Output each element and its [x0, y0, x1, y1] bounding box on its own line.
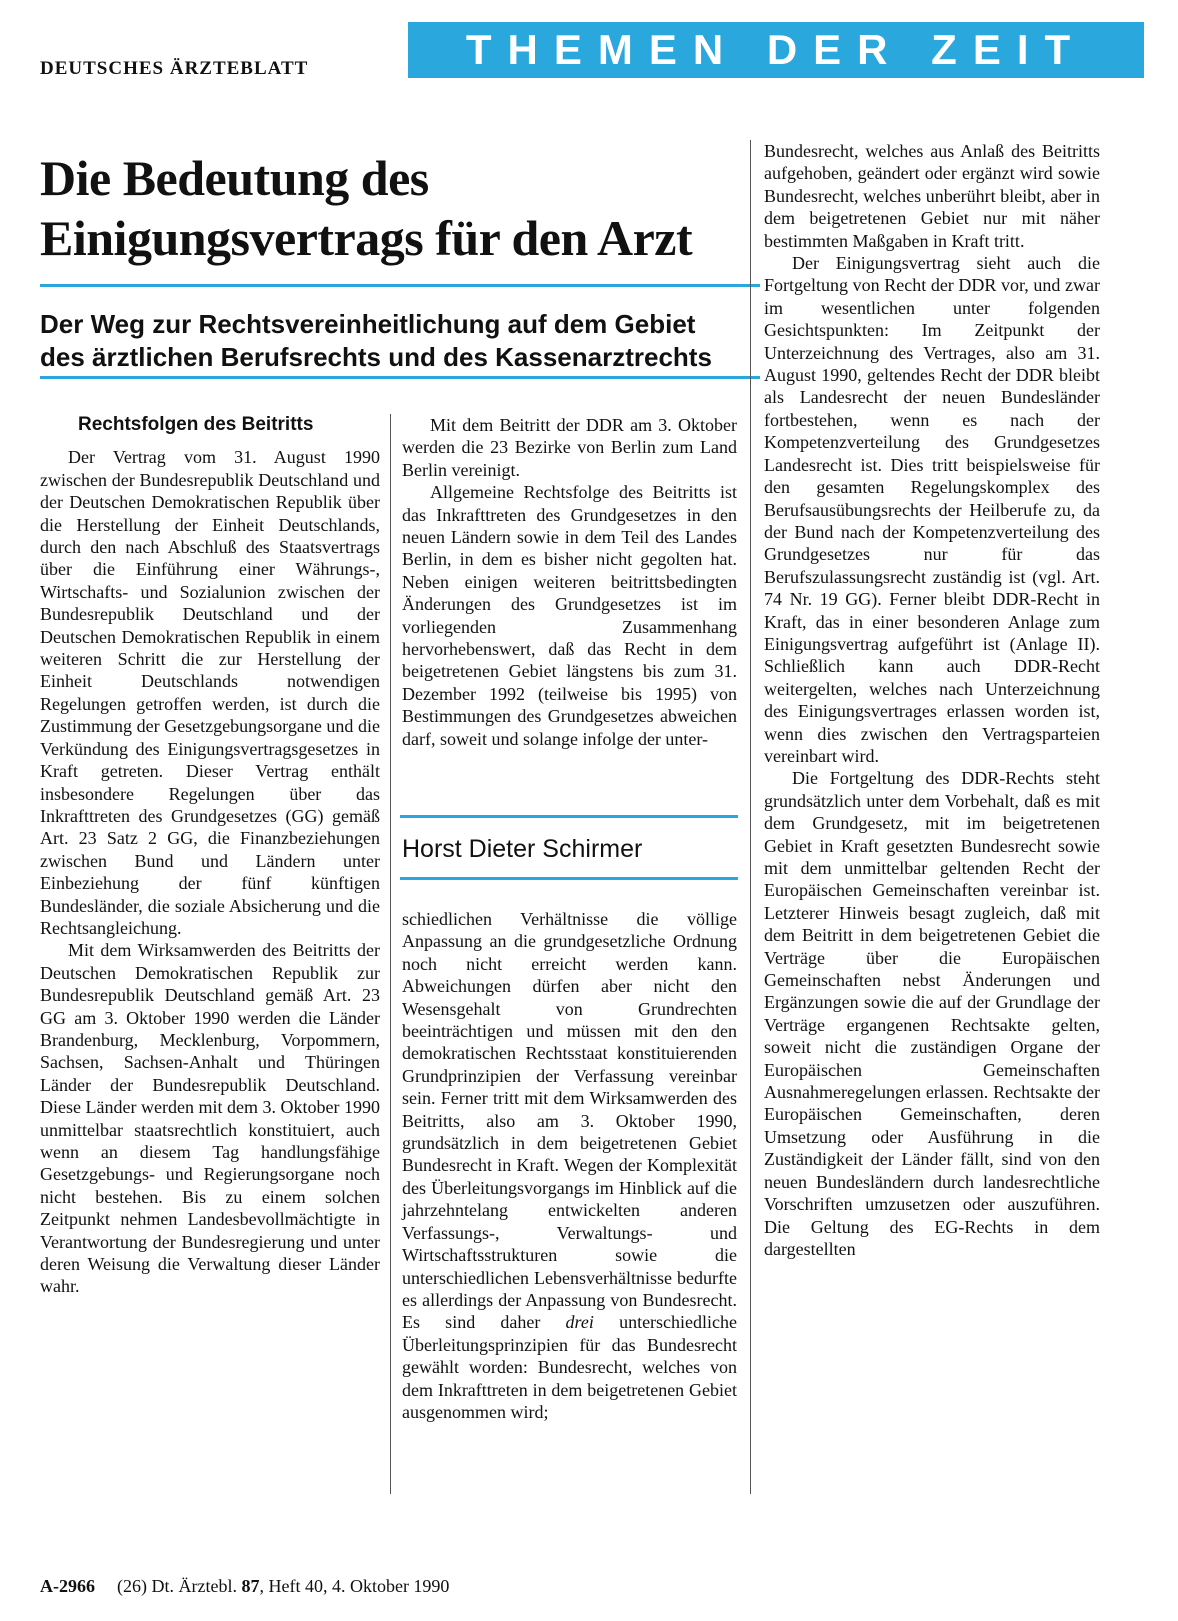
volume-number: 87 — [241, 1576, 260, 1596]
paragraph-text: schiedlichen Verhältnisse die völlige Anpassung an die grundgesetzliche Ordnung noch nicht erreicht werden kann. Abweichungen dürfen aber nicht den Wesensgehalt von Grundrechten beeinträchtigen und müssen mit den den demokratischen Rechtsstaat konstituierenden Grundprinzipien der Verfassung vereinbar sein. Ferner tritt mit dem Wirksamwerden des Beitritts, also am 3. Oktober 1990, grundsätzlich in dem beigetretenen Gebiet Bundesrecht in Kraft. Wegen der Komplexität des Überleitungsvorgangs im Hinblick auf die jahrzehntelang entwickelten anderen Verfassungs-, Verwaltungs- und Wirtschaftsstrukturen sowie die unterschiedlichen Lebensverhältnisse bedurfte es allerdings der Anpassung von Bundesrecht. Es sind daher — [402, 909, 737, 1333]
author-rule-bottom — [400, 877, 738, 880]
column-2-bottom — [402, 908, 737, 1423]
title-line-2: Einigungsvertrags für den Arzt — [40, 210, 693, 266]
paragraph: Allgemeine Rechtsfolge des Beitritts ist das Inkrafttreten des Grundgesetzes in den neuen Ländern sowie in dem Teil des Landes Berlin, in dem es bisher nicht gegolten hat. Neben einigen weiteren beitrittsbedingten Änderungen des Grundgesetzes ist im vorliegenden Zusammenhang hervorhebenswert, daß das Recht in dem beigetretenen Gebiet längstens bis zum 31. Dezember 1992 (teilweise bis 1995) von Bestimmungen des Grundgesetzes abweichen darf, soweit und solange infolge der unter- — [402, 482, 737, 749]
paragraph-text: unterschiedliche Überleitungsprinzipien für das Bundesrecht gewählt worden: Bundesrecht, welches von dem Inkrafttreten in dem beigetretenen Gebiet ausgenommen wird; — [402, 1312, 738, 1422]
article-title — [40, 148, 760, 268]
section-heading: Rechtsfolgen des Beitritts — [78, 414, 314, 435]
paragraph: Der Vertrag vom 31. August 1990 zwischen der Bundesrepublik Deutschland und der Deutschen Demokratischen Republik über die Herstellung der Einheit Deutschlands, durch den nach Abschluß des Staatsvertrags über die Einführung einer Währungs-, Wirtschafts- und Sozialunion zwischen der Bundesrepublik Deutschland und der Deutschen Demokratischen Republik in einem weiteren Schritt die zur Herstellung der Einheit Deutschlands notwendigen Regelungen getroffen werden, ist durch die Zustimmung der Gesetzgebungsorgane und die Verkündung des Einigungsvertragsgesetzes in Kraft getreten. Dieser Vertrag enthält insbesondere Regelungen über das Inkrafttreten des Grundgesetzes (GG) gemäß Art. 23 Satz 2 GG, die Finanzbeziehungen zwischen Bund und Ländern unter Einbeziehung der fünf künftigen Bundesländer, die soziale Absicherung und die Rechtsangleichung. — [40, 447, 380, 938]
emphasis: drei — [565, 1312, 594, 1333]
journal-name: DEUTSCHES ÄRZTEBLATT — [40, 58, 309, 79]
author-box — [400, 815, 738, 881]
column-1 — [40, 414, 380, 1298]
paragraph: Die Fortgeltung des DDR-Rechts steht grundsätzlich unter dem Vorbehalt, daß es mit dem Grundgesetz, mit im beigetretenen Gebiet in Kraft gesetzten Bundesrecht sowie mit dem unmittelbar geltenden Recht der Europäischen Gemeinschaften vereinbar ist. Letzterer Hinweis besagt zugleich, daß mit dem Beitritt in dem beigetretenen Gebiet die Verträge über die Europäischen Gemeinschaften nebst Änderungen und Ergänzungen sowie die auf der Grundlage der Verträge ergangenen Rechtsakte gelten, soweit nicht die zuständigen Organe der Europäischen Gemeinschaften Ausnahmeregelungen erlassen. Rechtsakte der Europäischen Gemeinschaften, deren Umsetzung oder Ausführung in die Zuständigkeit der Länder fällt, sind von den neuen Bundesländern durch landesrechtliche Vorschriften umzusetzen oder auszuführen. Die Geltung des EG-Rechts in dem dargestellten — [764, 768, 1100, 1259]
column-divider — [750, 140, 751, 1494]
subtitle-line-1: Der Weg zur Rechtsvereinheitlichung auf dem Gebiet — [40, 309, 696, 339]
paragraph: Mit dem Wirksamwerden des Beitritts der Deutschen Demokratischen Republik zur Bundesrepublik Deutschland gemäß Art. 23 GG am 3. Oktober 1990 werden die Länder Brandenburg, Mecklenburg, Vorpommern, Sachsen, Sachsen-Anhalt und Thüringen Länder der Bundesrepublik Deutschland. Diese Länder werden mit dem 3. Oktober 1990 unmittelbar staatsrechtlich konstituiert, auch wenn an diesem Tag handlungsfähige Gesetzgebungs- und Regierungsorgane noch nicht bestehen. Bis zu einem solchen Zeitpunkt nehmen Landesbevollmächtigte in Verantwortung der Bundesregierung und unter deren Weisung die Verwaltung dieser Länder wahr. — [40, 940, 380, 1297]
paragraph: Bundesrecht, welches aus Anlaß des Beitritts aufgehoben, geändert oder ergänzt wird sowie Bundesrecht, welches unberührt bleibt, aber in dem beigetretenen Gebiet nur mit näher bestimmten Maßgaben in Kraft tritt. — [764, 141, 1100, 251]
article-subtitle — [40, 308, 775, 374]
column-3 — [764, 140, 1100, 1260]
section-banner-label: THEMEN DER ZEIT — [465, 26, 1087, 73]
citation-post: , Heft 40, 4. Oktober 1990 — [259, 1576, 450, 1596]
section-banner — [408, 22, 1144, 78]
paragraph — [402, 908, 737, 1423]
page-number: A-2966 — [40, 1576, 95, 1596]
page-footer — [40, 1576, 449, 1597]
column-divider — [390, 414, 391, 1494]
title-line-1: Die Bedeutung des — [40, 150, 429, 206]
subtitle-rule — [40, 376, 760, 379]
author-name: Horst Dieter Schirmer — [402, 835, 643, 863]
paragraph: Der Einigungsvertrag sieht auch die Fortgeltung von Recht der DDR vor, und zwar im wesentlichen unter folgenden Gesichtspunkten: Im Zeitpunkt der Unterzeichnung des Vertrages, also am 31. August 1990, geltendes Recht der DDR bleibt als Landesrecht der neuen Bundesländer fortbestehen, wenn es nach der Kompetenzverteilung des Grundgesetzes Landesrecht ist. Dies tritt beispielsweise für den gesamten Regelungskomplex des Berufsausübungsrechts der Heilberufe zu, da der Bund nach der Kompetenzverteilung des Grundgesetzes nur für das Berufszulassungsrecht zuständig ist (vgl. Art. 74 Nr. 19 GG). Ferner bleibt DDR-Recht in Kraft, das in einer besonderen Anlage zum Einigungsvertrag aufgeführt ist (Anlage II). Schließlich kann auch DDR-Recht weitergelten, welches nach Unterzeichnung des Einigungsvertrages erlassen worden ist, wenn dies zwischen den Vertragsparteien vereinbart wird. — [764, 253, 1100, 766]
citation-pre: (26) Dt. Ärztebl. — [117, 1576, 237, 1596]
author-rule-top — [400, 815, 738, 818]
column-2-top — [402, 414, 737, 750]
title-rule — [40, 284, 760, 287]
paragraph: Mit dem Beitritt der DDR am 3. Oktober werden die 23 Bezirke von Berlin zum Land Berlin vereinigt. — [402, 415, 737, 480]
subtitle-line-2: des ärztlichen Berufsrechts und des Kassenarztrechts — [40, 342, 712, 372]
